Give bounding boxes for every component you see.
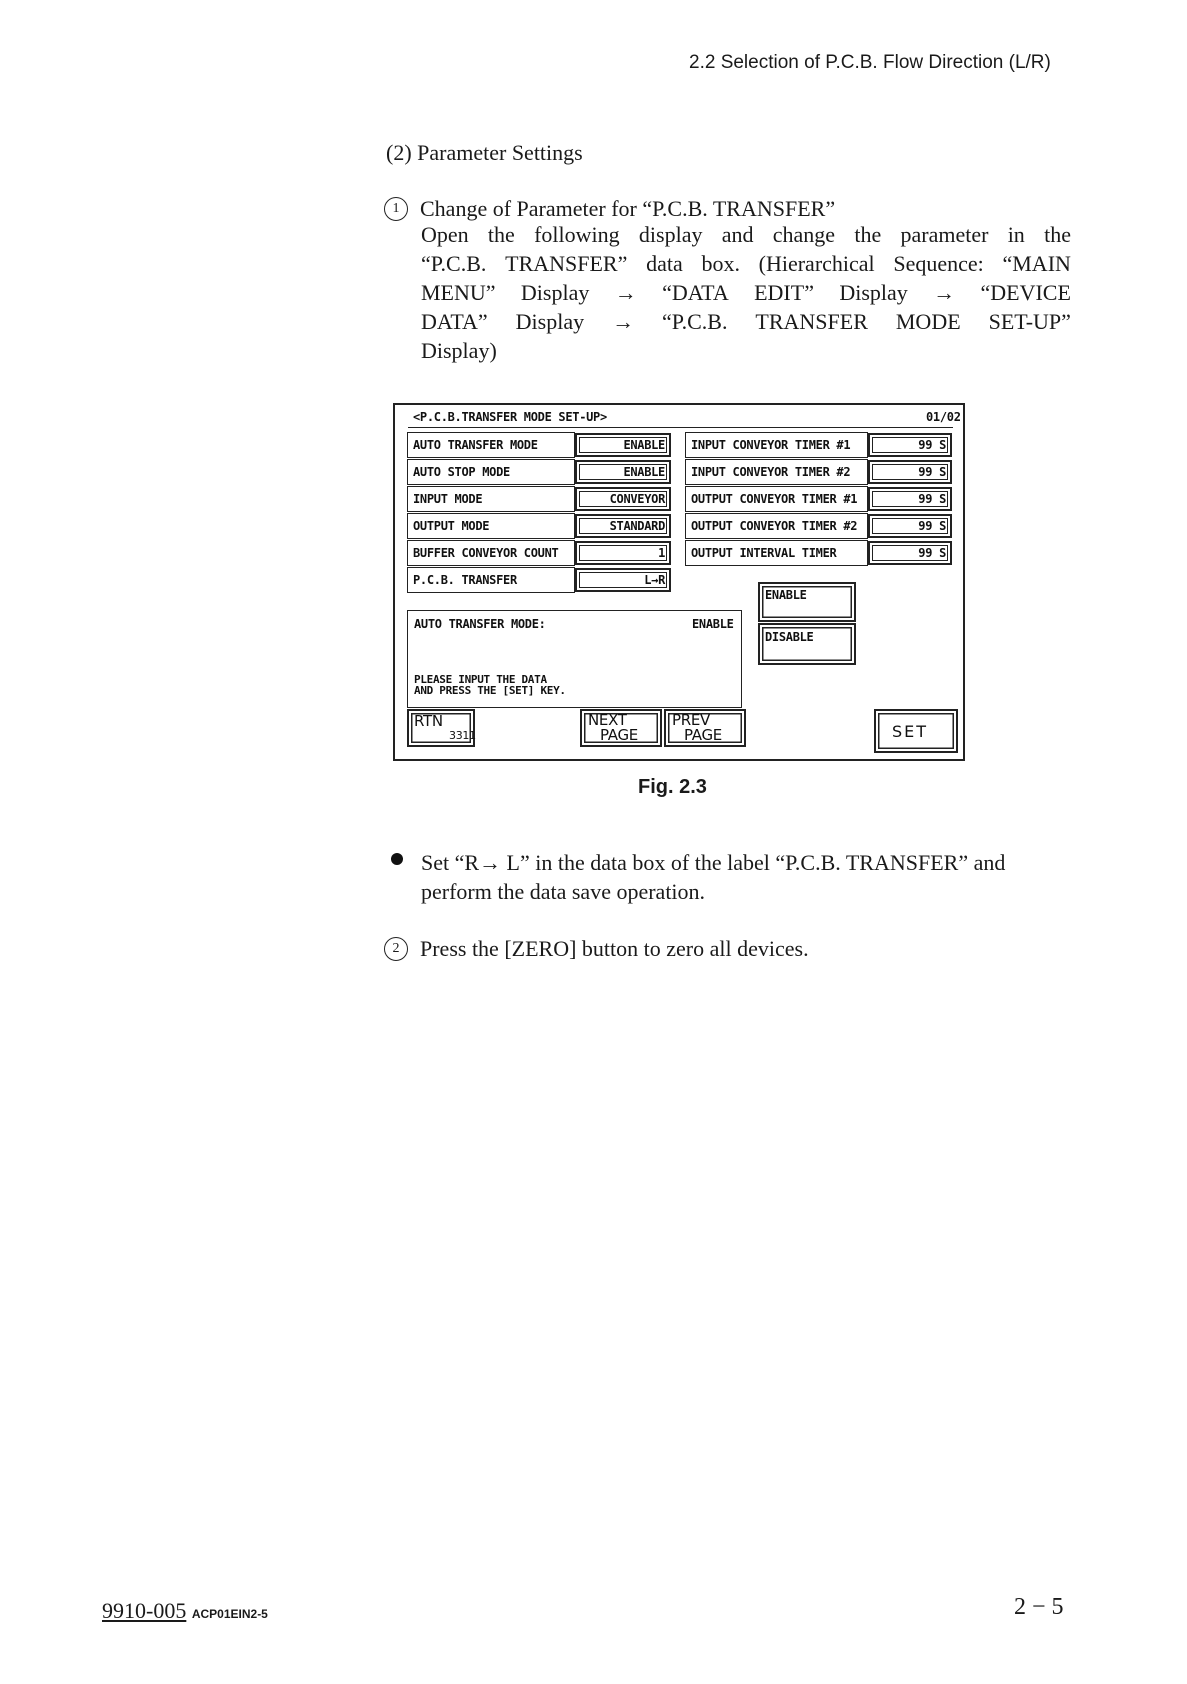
paragraph-word: EDIT”	[754, 280, 814, 305]
timer-value-box[interactable]: 99 S	[868, 460, 952, 484]
step-1-title: Change of Parameter for “P.C.B. TRANSFER”	[420, 196, 836, 221]
paragraph-word: DATA”	[421, 309, 488, 334]
param-label: BUFFER CONVEYOR COUNT	[407, 540, 575, 566]
paragraph-word: data	[646, 251, 683, 276]
page-number: 2 − 5	[1014, 1594, 1064, 1620]
next-page-label-2: PAGE	[600, 726, 638, 744]
paragraph-word: box.	[701, 251, 740, 276]
rtn-label: RTN	[414, 712, 443, 730]
timer-value-box[interactable]: 99 S	[868, 487, 952, 511]
timer-value-box[interactable]: 99 S	[868, 514, 952, 538]
paragraph-word: TRANSFER”	[505, 251, 628, 276]
param-value-box[interactable]: STANDARD	[575, 514, 671, 538]
paragraph-word: MENU”	[421, 280, 496, 305]
paragraph-word: “DEVICE	[980, 280, 1071, 305]
screen-title: <P.C.B.TRANSFER MODE SET-UP>	[413, 410, 607, 424]
param-value-box[interactable]: ENABLE	[575, 433, 671, 457]
param-label: OUTPUT MODE	[407, 513, 575, 539]
timer-label: INPUT CONVEYOR TIMER #1	[685, 432, 868, 458]
subheading: (2) Parameter Settings	[386, 140, 583, 165]
paragraph-line	[421, 220, 1071, 249]
bullet-text-line-2: perform the data save operation.	[421, 879, 706, 904]
param-value-box[interactable]: 1	[575, 541, 671, 565]
rtn-button[interactable]	[407, 709, 475, 747]
timer-value-box[interactable]: 99 S	[868, 433, 952, 457]
paragraph-word: parameter	[900, 222, 989, 247]
message-box	[407, 610, 742, 708]
doc-sub-code: ACP01EIN2-5	[191, 1607, 268, 1621]
paragraph-word: TRANSFER	[755, 309, 868, 334]
paragraph-word: in	[1007, 222, 1025, 247]
option-enable-button[interactable]	[758, 582, 856, 622]
set-button[interactable]	[874, 709, 958, 753]
paragraph-word: →	[612, 309, 635, 334]
paragraph-line	[421, 336, 1071, 365]
paragraph-word: “P.C.B.	[662, 309, 728, 334]
message-prompt-line-2: AND PRESS THE [SET] KEY.	[414, 684, 566, 697]
step-1-paragraph	[421, 220, 1071, 365]
title-divider	[408, 427, 953, 428]
paragraph-word: “P.C.B.	[421, 251, 487, 276]
option-disable-button[interactable]	[758, 623, 856, 665]
footer-document-code	[102, 1598, 268, 1624]
timer-label: OUTPUT INTERVAL TIMER	[685, 540, 868, 566]
prev-page-button[interactable]	[664, 709, 746, 747]
set-label: SET	[892, 722, 929, 741]
doc-code: 9910-005	[102, 1598, 187, 1623]
paragraph-word: Display)	[421, 338, 497, 363]
paragraph-word: the	[487, 222, 515, 247]
message-prompt-line-1: PLEASE INPUT THE DATA	[414, 673, 547, 686]
bullet-text-line-1: Set “R→ L” in the data box of the label “P.C.B. TRANSFER” and	[421, 850, 1006, 875]
timer-label: OUTPUT CONVEYOR TIMER #1	[685, 486, 868, 512]
paragraph-word: (Hierarchical	[758, 251, 875, 276]
paragraph-word: change	[772, 222, 836, 247]
paragraph-word: the	[854, 222, 882, 247]
rtn-code: 3311	[449, 729, 476, 742]
param-label: INPUT MODE	[407, 486, 575, 512]
paragraph-word: the	[1044, 222, 1071, 247]
paragraph-word: Open	[421, 222, 469, 247]
paragraph-line	[421, 278, 1071, 307]
step-1-marker: 1	[384, 197, 408, 221]
prev-page-label-1: PREV	[672, 711, 711, 729]
message-value: ENABLE	[692, 617, 734, 631]
paragraph-word: display	[638, 222, 703, 247]
paragraph-word: Display	[520, 280, 590, 305]
param-label: AUTO STOP MODE	[407, 459, 575, 485]
timer-label: OUTPUT CONVEYOR TIMER #2	[685, 513, 868, 539]
paragraph-word: Display	[839, 280, 908, 305]
paragraph-word: following	[534, 222, 620, 247]
option-disable-label: DISABLE	[765, 630, 814, 644]
page-indicator: 01/02	[926, 410, 961, 424]
step-2-text: Press the [ZERO] button to zero all devices.	[420, 936, 809, 961]
bullet-dot	[391, 853, 403, 865]
paragraph-word: →	[614, 280, 637, 305]
paragraph-line	[421, 249, 1071, 278]
paragraph-word: SET-UP”	[988, 309, 1071, 334]
param-label: AUTO TRANSFER MODE	[407, 432, 575, 458]
section-header: 2.2 Selection of P.C.B. Flow Direction (L/R)	[689, 52, 1051, 73]
option-enable-label: ENABLE	[765, 588, 807, 602]
param-value-box[interactable]: CONVEYOR	[575, 487, 671, 511]
next-page-label-1: NEXT	[588, 711, 627, 729]
step-2-marker: 2	[384, 937, 408, 961]
paragraph-word: and	[721, 222, 754, 247]
paragraph-word: Sequence:	[893, 251, 984, 276]
paragraph-word: MODE	[895, 309, 961, 334]
paragraph-line	[421, 307, 1071, 336]
paragraph-word: Display	[515, 309, 585, 334]
step-1-heading	[384, 194, 835, 223]
param-label: P.C.B. TRANSFER	[407, 567, 575, 593]
figure-caption: Fig. 2.3	[638, 776, 707, 798]
timer-label: INPUT CONVEYOR TIMER #2	[685, 459, 868, 485]
param-value-box[interactable]: ENABLE	[575, 460, 671, 484]
paragraph-word: →	[933, 280, 956, 305]
param-value-box[interactable]: L→R	[575, 568, 671, 592]
message-label: AUTO TRANSFER MODE:	[414, 617, 546, 631]
prev-page-label-2: PAGE	[684, 726, 722, 744]
pcb-transfer-mode-setup-screen	[393, 403, 965, 761]
step-2	[384, 934, 809, 963]
paragraph-word: “DATA	[662, 280, 729, 305]
next-page-button[interactable]	[580, 709, 662, 747]
timer-value-box[interactable]: 99 S	[868, 541, 952, 565]
paragraph-word: “MAIN	[1002, 251, 1071, 276]
